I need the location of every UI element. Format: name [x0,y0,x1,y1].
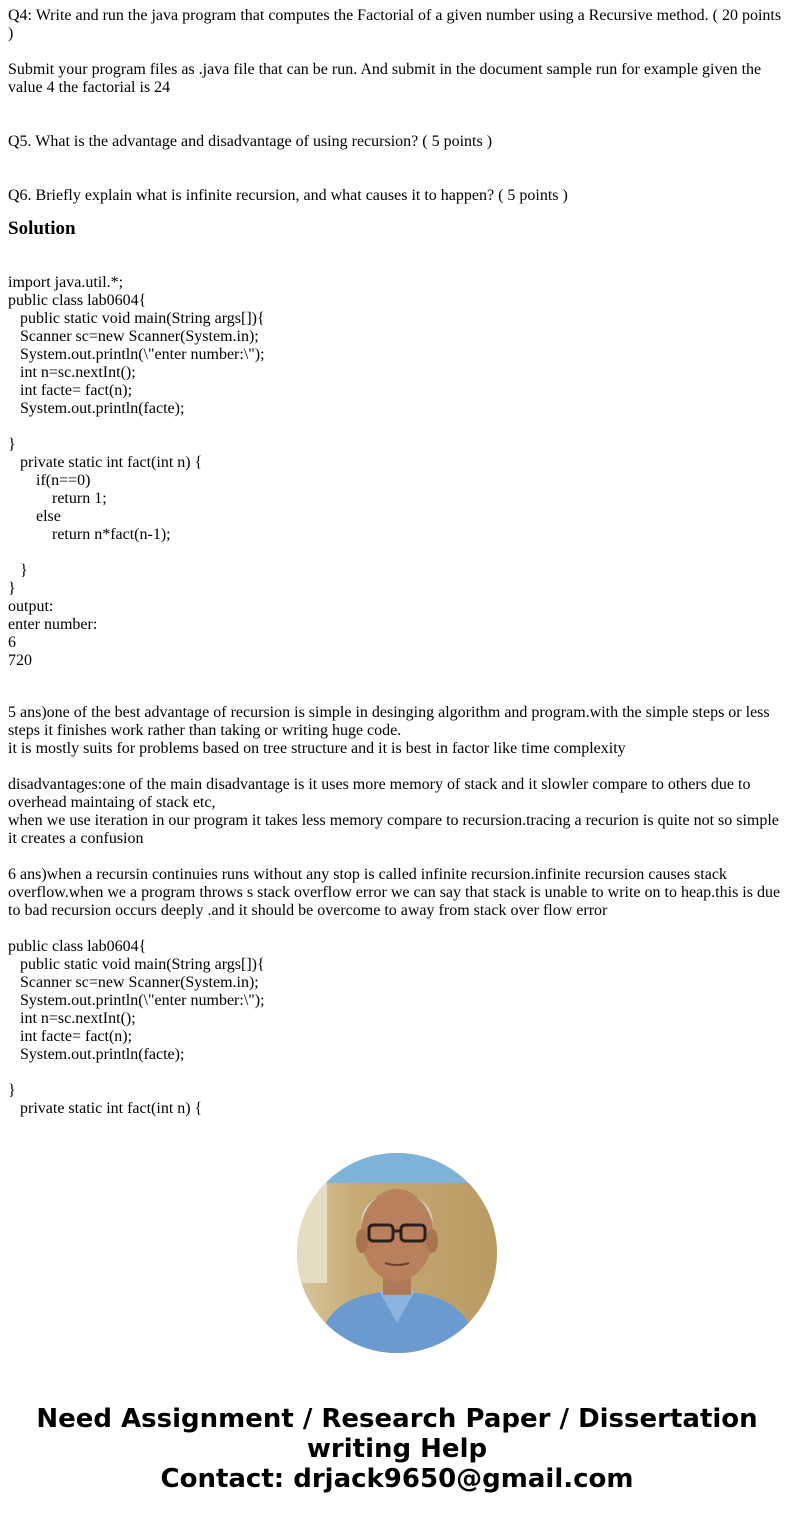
code-line: int n=sc.nextInt(); [8,364,136,381]
code-main-block [8,274,786,670]
footer-contact: Contact: drjack9650@gmail.com [160,1464,634,1494]
code-line: public static void main(String args[]){ [8,956,265,973]
code-line: int facte= fact(n); [8,1028,133,1045]
code-line: return n*fact(n-1); [8,526,171,543]
portrait-image [297,1153,497,1353]
code-line: } [8,562,28,579]
code-line: return 1; [8,490,107,507]
code-line: } [8,1082,16,1099]
answer-5-advantage: 5 ans)one of the best advantage of recursion is simple in desinging algorithm and program.with the simple steps or less steps it finishes work rather than taking or writing huge code. [8,704,770,739]
code-line: System.out.println(\"enter number:\"); [8,992,265,1009]
code-line: private static int fact(int n) { [8,1100,203,1117]
code-line: 720 [8,652,32,669]
footer-line-2: writing Help [306,1434,488,1464]
code-line: System.out.println(\"enter number:\"); [8,346,265,363]
question-q4-submit: Submit your program files as .java file that can be run. And submit in the document sample run for example given the value 4 the factorial is 24 [8,61,762,96]
answer-6: 6 ans)when a recursin continuies runs without any stop is called infinite recursion.infinite recursion causes stack overflow.when we a program throws s stack overflow error we can say that stack is unable to write on to heap.this is due to bad recursion occurs deeply .and it should be overcome to away from stack over flow error [8,866,781,919]
question-q4: Q4: Write and run the java program that computes the Factorial of a given number using a Recursive method. ( 20 points ) [8,7,782,42]
code-line: System.out.println(facte); [8,400,185,417]
code-line: 6 [8,634,16,651]
solution-heading: Solution [8,218,76,239]
document-body [8,7,786,1118]
question-q5: Q5. What is the advantage and disadvantage of using recursion? ( 5 points ) [8,133,493,150]
answer-5-disadvantage: disadvantages:one of the main disadvantage is it uses more memory of stack and it slowler compare to others due to overhead maintaing of stack etc, [8,776,751,811]
code-line [8,544,786,562]
question-q6: Q6. Briefly explain what is infinite recursion, and what causes it to happen? ( 5 points ) [8,187,568,204]
code-line: public class lab0604{ [8,938,147,955]
answer-5-advantage-cont: it is mostly suits for problems based on tree structure and it is best in factor like time complexity [8,740,626,757]
code-line: } [8,580,16,597]
code-line: enter number: [8,616,98,633]
code-line: int facte= fact(n); [8,382,133,399]
author-photo [297,1153,497,1353]
code-line: output: [8,598,54,615]
code-line: int n=sc.nextInt(); [8,1010,136,1027]
code-line: Scanner sc=new Scanner(System.in); [8,974,259,991]
answer-5-disadvantage-cont: when we use iteration in our program it takes less memory compare to recursion.tracing a recurion is quite not so simple it creates a confusion [8,812,779,847]
code-line: System.out.println(facte); [8,1046,185,1063]
code-line: import java.util.*; [8,274,124,291]
code-line: else [8,508,61,525]
code-line [8,418,786,436]
code-line: if(n==0) [8,472,91,489]
code-line [8,1064,786,1082]
code-line: public class lab0604{ [8,292,147,309]
footer-line-1: Need Assignment / Research Paper / Dissertation [36,1404,758,1434]
footer-banner [0,1404,794,1494]
code-line: Scanner sc=new Scanner(System.in); [8,328,259,345]
code-line: private static int fact(int n) { [8,454,203,471]
code-line: public static void main(String args[]){ [8,310,265,327]
code-line: } [8,436,16,453]
code-repeat-block [8,938,786,1118]
